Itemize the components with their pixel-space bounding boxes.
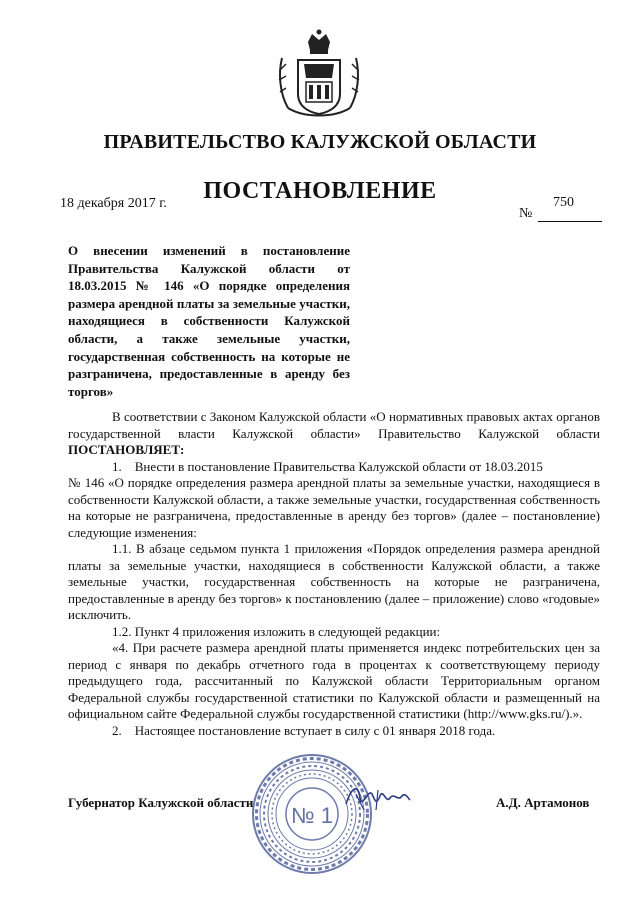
signatory-title: Губернатор Калужской области	[68, 795, 254, 810]
kaluga-coat-of-arms-icon	[274, 24, 364, 124]
document-subject: О внесении изменений в постановление Правительства Калужской области от 18.03.2015 № 146 «О порядке определения размера арендной платы за земельные участки, находящиеся в собственности Калужской области, а также земельные участки, государственная собственность на которые не разграничена, предоставленные в аренду без торгов»	[68, 243, 350, 399]
handwritten-signature-icon	[342, 780, 412, 816]
clause-2-text: Настоящее постановление вступает в силу с 01 января 2018 года.	[134, 722, 496, 738]
document-number: 750	[553, 195, 574, 210]
number-underline	[538, 221, 602, 222]
clause-2	[68, 723, 600, 740]
number-label: №	[519, 206, 533, 221]
preamble-paragraph	[68, 409, 600, 459]
clause-1-2-quote: «4. При расчете размера арендной платы применяется индекс потребительских цен за период с января по декабрь отчетного года в процентах к соответствующему периоду предыдущего года, рассчитанный по Калужской области Территориальным органом Федеральной службы государственной статистики по Калужской области и размещенный на официальном сайте Федеральной службы государственной статистики (http://www.gks.ru/).».	[68, 640, 600, 721]
document-date: 18 декабря 2017 г.	[60, 196, 167, 211]
clause-1	[68, 459, 600, 476]
document-type: ПОСТАНОВЛЕНИЕ	[203, 178, 437, 204]
clause-1-text: Внести в постановление Правительства Калужской области от 18.03.2015	[134, 458, 543, 474]
clause-1-continued: № 146 «О порядке определения размера арендной платы за земельные участки, находящиеся в собственности Калужской области, а также земельные участки, государственная собственность на которые не разграничена, предоставленные в аренду без торгов» (далее – постановление) следующие изменения:	[68, 475, 600, 540]
clause-1-1: 1.1. В абзаце седьмом пункта 1 приложения «Порядок определения размера арендной платы за земельные участки, находящиеся в собственности Калужской области, а также земельные участки, государственная собственность на которые не разграничена, предоставленные в аренду без торгов» к постановлению (далее – приложение) слово «годовые» исключить.	[68, 541, 600, 622]
signatory-name: А.Д. Артамонов	[496, 795, 590, 810]
clause-2-number: 2.	[112, 722, 122, 738]
preamble-text: В соответствии с Законом Калужской области «О нормативных правовых актах органов государственной власти Калужской области» Правительство Калужской области	[68, 409, 600, 441]
stamp-number: № 1	[291, 803, 333, 828]
clause-1-2: 1.2. Пункт 4 приложения изложить в следующей редакции:	[112, 623, 441, 639]
organization-title: ПРАВИТЕЛЬСТВО КАЛУЖСКОЙ ОБЛАСТИ	[103, 131, 537, 153]
document-body	[68, 409, 600, 739]
resolves-word: ПОСТАНОВЛЯЕТ:	[68, 442, 185, 457]
clause-1-number: 1.	[112, 458, 122, 474]
